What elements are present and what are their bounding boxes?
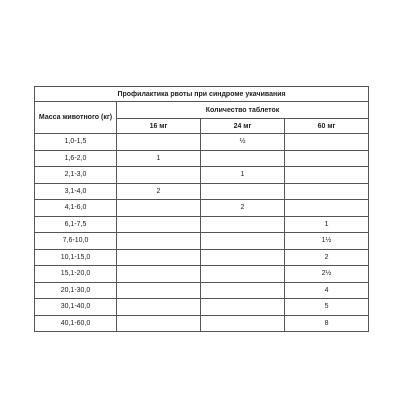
dose-24mg-cell [201,315,285,332]
mass-cell: 40,1-60,0 [35,315,117,332]
dose-24mg-cell [201,282,285,299]
dose-16mg-cell [117,134,201,151]
dose-header-24mg: 24 мг [201,119,285,134]
dosage-table [34,86,369,332]
table-row [35,200,369,217]
mass-cell: 1,6-2,0 [35,150,117,167]
dose-60mg-cell: 2 [285,249,369,266]
dose-16mg-cell [117,266,201,283]
dose-24mg-cell: 1 [201,167,285,184]
dose-60mg-cell [285,183,369,200]
dose-16mg-cell [117,282,201,299]
dose-16mg-cell [117,200,201,217]
dose-60mg-cell: 8 [285,315,369,332]
mass-cell: 2,1-3,0 [35,167,117,184]
dose-16mg-cell: 1 [117,150,201,167]
mass-cell: 6,1-7,5 [35,216,117,233]
table-row [35,134,369,151]
mass-cell: 15,1-20,0 [35,266,117,283]
table-row [35,150,369,167]
dose-16mg-cell [117,167,201,184]
table-row [35,266,369,283]
mass-cell: 3,1-4,0 [35,183,117,200]
mass-cell: 7,6-10,0 [35,233,117,250]
mass-column-header: Масса животного (кг) [35,102,117,134]
dose-16mg-cell [117,233,201,250]
dose-24mg-cell [201,216,285,233]
table-body [35,134,369,332]
dose-60mg-cell [285,134,369,151]
dose-16mg-cell [117,299,201,316]
dose-60mg-cell: 5 [285,299,369,316]
dose-header-60mg: 60 мг [285,119,369,134]
mass-cell: 30,1-40,0 [35,299,117,316]
dose-24mg-cell: ½ [201,134,285,151]
dose-60mg-cell: 4 [285,282,369,299]
dose-24mg-cell: 2 [201,200,285,217]
table-row [35,282,369,299]
dose-header-16mg: 16 мг [117,119,201,134]
dose-60mg-cell: 1 [285,216,369,233]
dose-16mg-cell: 2 [117,183,201,200]
dose-16mg-cell [117,249,201,266]
table-row [35,216,369,233]
tablet-count-header: Количество таблеток [117,102,369,119]
table-row [35,299,369,316]
dose-60mg-cell [285,200,369,217]
mass-cell: 20,1-30,0 [35,282,117,299]
dose-60mg-cell [285,167,369,184]
table-row [35,167,369,184]
table-row [35,315,369,332]
dose-60mg-cell: 1½ [285,233,369,250]
dose-60mg-cell [285,150,369,167]
dose-16mg-cell [117,315,201,332]
dose-24mg-cell [201,183,285,200]
dose-24mg-cell [201,233,285,250]
dose-24mg-cell [201,150,285,167]
table-title: Профилактика рвоты при синдроме укачивания [35,87,369,102]
mass-cell: 4,1-6,0 [35,200,117,217]
table-row [35,249,369,266]
mass-cell: 10,1-15,0 [35,249,117,266]
dose-60mg-cell: 2½ [285,266,369,283]
mass-cell: 1,0-1,5 [35,134,117,151]
table-row [35,183,369,200]
dose-24mg-cell [201,249,285,266]
dose-16mg-cell [117,216,201,233]
dose-24mg-cell [201,266,285,283]
dose-24mg-cell [201,299,285,316]
table-row [35,233,369,250]
